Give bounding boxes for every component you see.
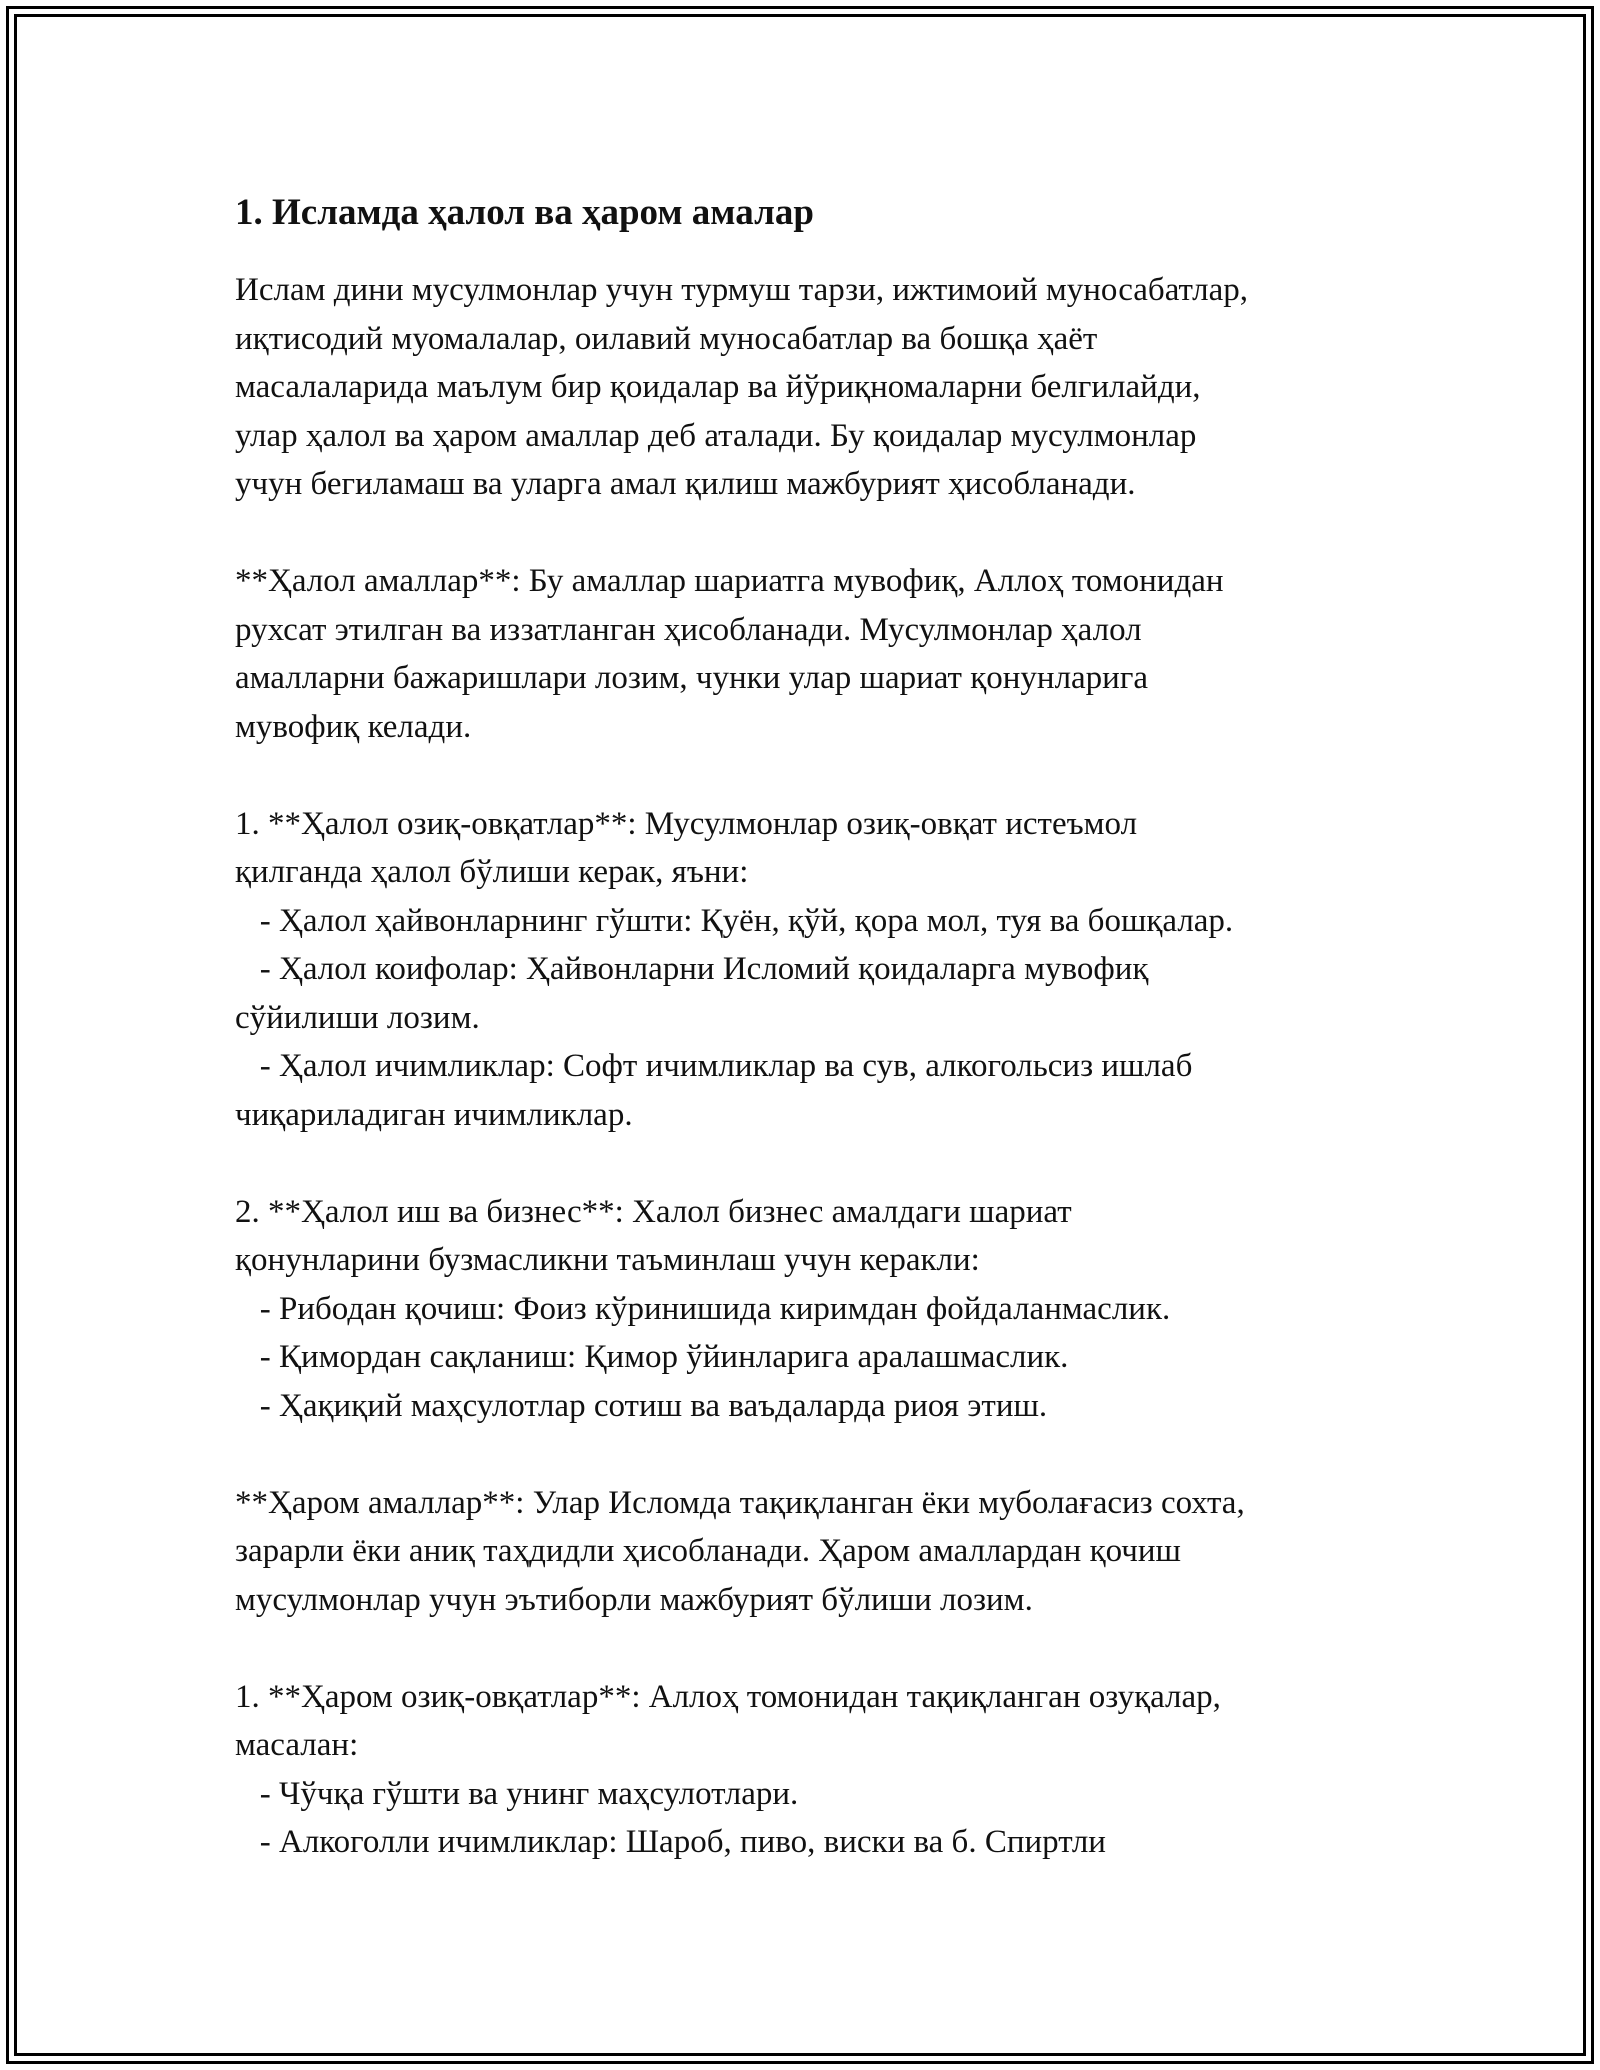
halal-food-list: 1. **Ҳалол озиқ-овқатлар**: Мусулмонлар озиқ-овқат истеъмол қилганда ҳалол бўлиши керак, яъни: - Ҳалол ҳайвонларнинг гўшти: Қуён, қўй, қора мол, туя ва бошқалар. - Ҳалол коифолар: Ҳайвонларни Исломий қоидаларга мувофиқ сўйилиши лозим. - Ҳалол ичимликлар: Софт ичимликлар ва сув, алкогольсиз ишлаб чиқариладиган ичимликлар. — [235, 805, 1234, 1133]
paragraph-spacer — [235, 509, 1435, 558]
document-title: 1. Исламда ҳалол ва ҳаром амалар — [235, 192, 814, 233]
halal-definition-paragraph: **Ҳалол амаллар**: Бу амаллар шариатга мувофиқ, Аллоҳ томонидан рухсат этилган ва иззатланган ҳисобланади. Мусулмонлар ҳалол амалларни бажаришлари лозим, чунки улар шариат қонунларига мувофиқ келади. — [235, 563, 1224, 745]
paragraph-spacer — [235, 1430, 1435, 1479]
document-body — [235, 188, 1435, 1867]
haram-food-list: 1. **Ҳаром озиқ-овқатлар**: Аллоҳ томонидан тақиқланган озуқалар, масалан: - Чўчқа гўшти ва унинг маҳсулотлари. - Алкоголли ичимликлар: Шароб, пиво, виски ва б. Спиртли — [235, 1678, 1221, 1860]
paragraph-spacer — [235, 1624, 1435, 1673]
halal-business-list: 2. **Ҳалол иш ва бизнес**: Халол бизнес амалдаги шариат қонунларини бузмасликни таъминлаш учун керакли: - Рибодан қочиш: Фоиз кўринишида киримдан фойдаланмаслик. - Қимордан сақланиш: Қимор ўйинларига аралашмаслик. - Ҳақиқий маҳсулотлар сотиш ва ваъдаларда риоя этиш. — [235, 1193, 1171, 1424]
paragraph-spacer — [235, 1139, 1435, 1188]
paragraph-spacer — [235, 751, 1435, 800]
haram-definition-paragraph: **Ҳаром амаллар**: Улар Исломда тақиқланган ёки муболағасиз сохта, зарарли ёки аниқ таҳдидли ҳисобланади. Ҳаром амаллардан қочиш мусулмонлар учун эътиборли мажбурият бўлиши лозим. — [235, 1484, 1245, 1618]
intro-paragraph: Ислам дини мусулмонлар учун турмуш тарзи, ижтимоий муносабатлар, иқтисодий муомалалар, оилавий муносабатлар ва бошқа ҳаёт масалаларида маълум бир қоидалар ва йўриқномаларни белгилайди, улар ҳалол ва ҳаром амаллар деб аталади. Бу қоидалар мусулмонлар учун бегиламаш ва уларга амал қилиш мажбурият ҳисобланади. — [235, 272, 1248, 502]
